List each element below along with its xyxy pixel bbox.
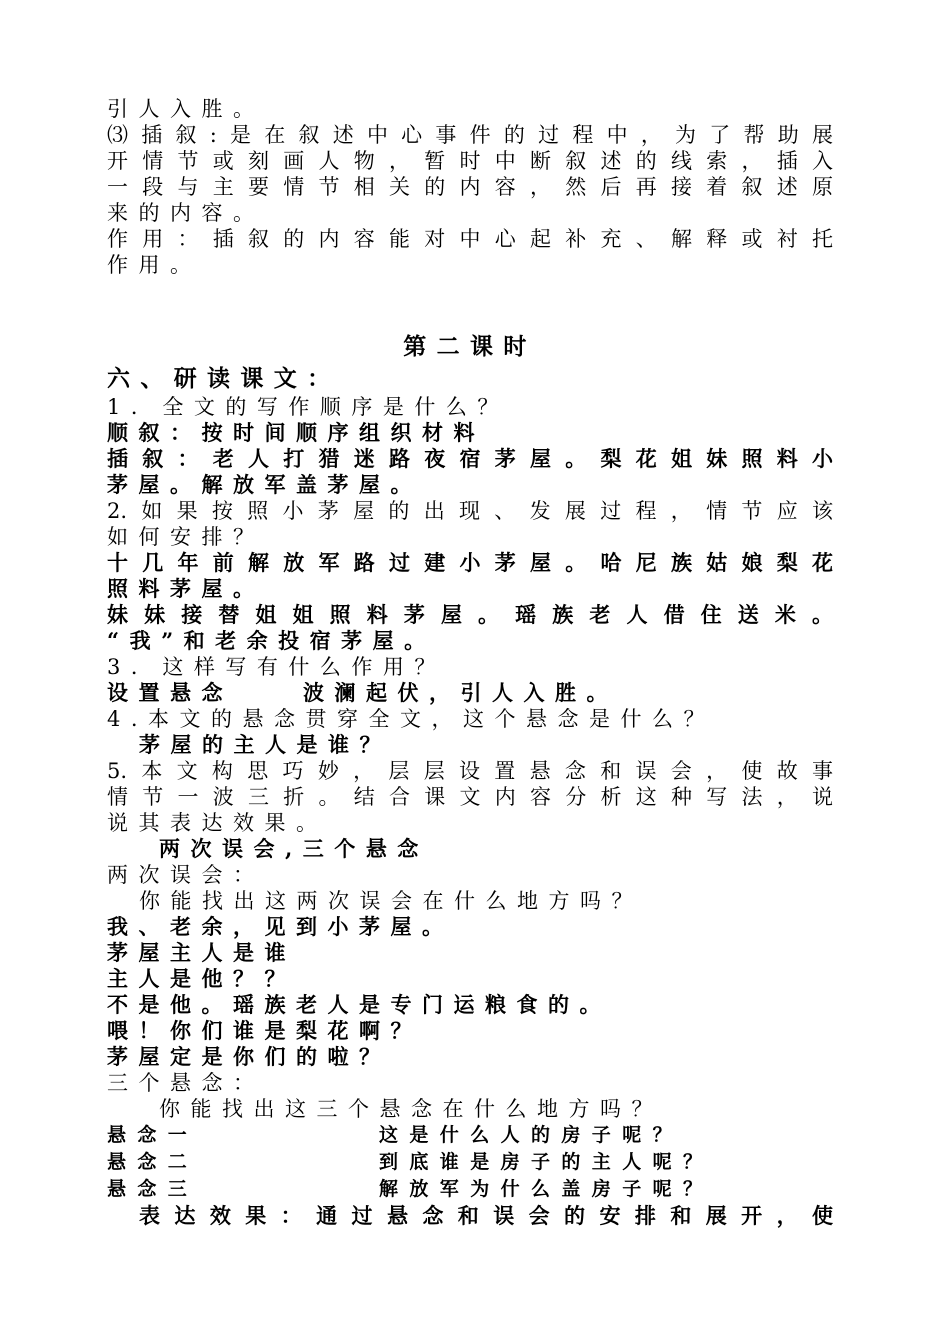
misunderstanding-line: 茅屋定是你们的啦？ (107, 1044, 391, 1069)
text-line: 引人入胜。 (107, 97, 265, 121)
question-4: 4.本文的悬念贯穿全文，这个悬念是什么？ (107, 707, 716, 731)
misunderstanding-line: 主人是他？？ (107, 966, 296, 991)
effect-line: 表达效果：通过悬念和误会的安排和展开，使 (139, 1203, 833, 1228)
text-line: 来的内容。 (107, 201, 265, 225)
suspense-question: 你能找出这三个悬念在什么地方吗？ (159, 1097, 663, 1121)
text-line: 作用。 (107, 253, 202, 277)
answer-line: 照料茅屋。 (107, 576, 265, 601)
question-3: 3．这样写有什么作用？ (107, 655, 446, 679)
section-heading: 六、研读课文： (107, 365, 341, 392)
suspense-row (107, 1122, 833, 1149)
text-line: ⑶插叙:是在叙述中心事件的过程中，为了帮助展 (107, 123, 833, 147)
suspense-label: 三个悬念： (107, 1071, 265, 1095)
question-5-cont: 说其表达效果。 (107, 811, 328, 835)
misunderstanding-line: 茅屋主人是谁 (107, 940, 296, 965)
answer-line: “我”和老余投宿茅屋。 (107, 628, 436, 653)
answer-line: 茅屋的主人是谁？ (139, 732, 391, 757)
question-2-cont: 如何安排？ (107, 525, 265, 549)
suspense-key: 悬念二 (107, 1151, 199, 1173)
sub-title: 两次误会,三个悬念 (159, 836, 429, 861)
question-5-cont: 情节一波三折。结合课文内容分析这种写法，说 (107, 785, 833, 809)
answer-line: 插叙：老人打猎迷路夜宿茅屋。梨花姐妹照料小 (107, 446, 833, 471)
answer-line: 妹妹接替姐姐照料茅屋。瑶族老人借住送米。 (107, 602, 833, 627)
question-2: 2.如果按照小茅屋的出现、发展过程，情节应该 (107, 499, 833, 523)
suspense-value: 这是什么人的房子呢？ (379, 1124, 684, 1146)
text-line: 开情节或刻画人物，暂时中断叙述的线索，插入 (107, 149, 833, 173)
suspense-key: 悬念三 (107, 1178, 199, 1200)
answer-line (107, 680, 833, 706)
answer-line: 十几年前解放军路过建小茅屋。哈尼族姑娘梨花 (107, 550, 833, 575)
suspense-value: 到底谁是房子的主人呢？ (379, 1151, 714, 1173)
answer-left: 设置悬念 (107, 680, 233, 705)
text-line: 一段与主要情节相关的内容，然后再接着叙述原 (107, 175, 833, 199)
section-title: 第二课时 (403, 333, 537, 360)
misunderstanding-label: 两次误会： (107, 863, 265, 887)
misunderstanding-line: 不是他。瑶族老人是专门运粮食的。 (107, 992, 611, 1017)
misunderstanding-line: 我、老余，见到小茅屋。 (107, 914, 454, 939)
answer-line: 茅屋。解放军盖茅屋。 (107, 472, 422, 497)
question-5: 5.本文构思巧妙，层层设置悬念和误会，使故事 (107, 759, 833, 783)
answer-line: 顺叙：按时间顺序组织材料 (107, 420, 485, 445)
suspense-value: 解放军为什么盖房子呢？ (379, 1178, 714, 1200)
suspense-row (107, 1176, 833, 1203)
misunderstanding-question: 你能找出这两次误会在什么地方吗？ (139, 889, 643, 913)
document-page (107, 96, 833, 1229)
suspense-key: 悬念一 (107, 1124, 199, 1146)
answer-right: 波澜起伏，引人入胜。 (303, 680, 618, 705)
suspense-row (107, 1149, 833, 1176)
misunderstanding-line: 喂！你们谁是梨花啊？ (107, 1018, 422, 1043)
text-line: 作用：插叙的内容能对中心起补充、解释或衬托 (107, 227, 833, 251)
question-1: 1．全文的写作顺序是什么？ (107, 395, 509, 419)
